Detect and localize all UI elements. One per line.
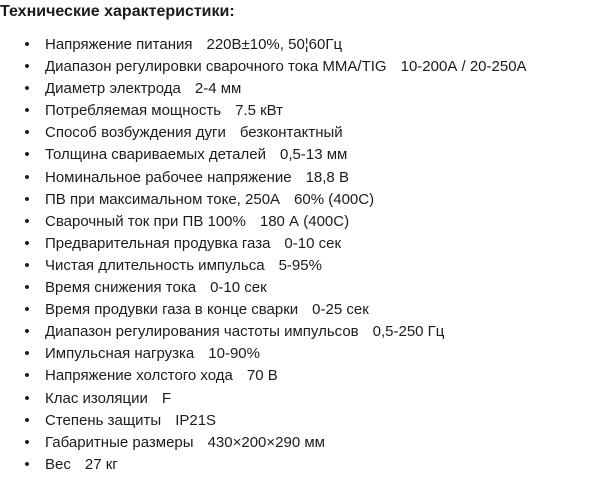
spec-label: Чистая длительность импульса [45, 256, 265, 274]
bullet-icon: • [24, 301, 30, 319]
spec-label: ПВ при максимальном токе, 250А [45, 190, 281, 208]
spec-value: 0,5-13 мм [280, 146, 348, 164]
bullet-icon: • [24, 234, 30, 252]
spec-value: 180 А (400С) [259, 212, 350, 230]
spec-label: Степень защиты [45, 411, 162, 429]
spec-value: 0-10 сек [210, 279, 267, 297]
bullet-icon: • [24, 256, 30, 274]
spec-value: F [161, 389, 171, 407]
bullet-icon: • [24, 323, 30, 341]
spec-value: 18,8 В [305, 168, 349, 186]
spec-label: Клас изоляции [45, 389, 148, 407]
spec-value: безконтактный [239, 124, 343, 142]
spec-value: 10-200А / 20-250А [400, 58, 527, 76]
bullet-icon: • [24, 212, 30, 230]
spec-label: Способ возбуждения дуги [45, 124, 226, 142]
spec-label: Номинальное рабочее напряжение [45, 168, 292, 186]
spec-label: Время снижения тока [45, 279, 197, 297]
bullet-icon: • [24, 411, 30, 429]
bullet-icon: • [24, 58, 30, 76]
bullet-icon: • [24, 455, 30, 473]
spec-label: Сварочный ток при ПВ 100% [45, 212, 246, 230]
spec-value: 0,5-250 Гц [372, 323, 445, 341]
bullet-icon: • [24, 36, 30, 53]
spec-value: 0-10 сек [284, 234, 342, 252]
spec-label: Габаритные размеры [45, 433, 194, 451]
spec-label: Вес [45, 455, 71, 473]
spec-value: 70 В [246, 367, 278, 385]
spec-label: Диаметр электрода [45, 80, 181, 98]
bullet-icon: • [24, 433, 30, 451]
spec-label: Напряжение питания [45, 36, 193, 53]
bullet-icon: • [24, 102, 30, 120]
spec-value: 7.5 кВт [235, 102, 284, 120]
bullet-icon: • [24, 367, 30, 385]
bullet-icon: • [24, 345, 30, 363]
spec-value: 2-4 мм [194, 80, 242, 98]
bullet-icon: • [24, 279, 30, 297]
bullet-icon: • [24, 168, 30, 186]
spec-value: 27 кг [84, 455, 118, 473]
bullet-icon: • [24, 124, 30, 142]
spec-label: Толщина свариваемых деталей [45, 146, 266, 164]
bullet-icon: • [24, 389, 30, 407]
spec-label: Диапазон регулировки сварочного тока MMA/TIG [45, 58, 387, 76]
bullet-icon: • [24, 146, 30, 164]
bullet-icon: • [24, 80, 30, 98]
spec-value: 10-90% [208, 345, 260, 363]
spec-value: 430×200×290 мм [207, 433, 325, 451]
spec-value: 5-95% [278, 256, 322, 274]
spec-value: 60% (400С) [294, 190, 375, 208]
bullet-icon: • [24, 190, 30, 208]
spec-value: 0-25 сек [312, 301, 369, 319]
spec-label: Время продувки газа в конце сварки [45, 301, 299, 319]
page-title: Технические характеристики: [0, 3, 235, 20]
spec-label: Напряжение холстого хода [45, 367, 233, 385]
spec-label: Потребляемая мощность [45, 102, 222, 120]
spec-label: Импульсная нагрузка [45, 345, 195, 363]
spec-label: Предварительная продувка газа [45, 234, 271, 252]
spec-value: 220В±10%, 50¦60Гц [206, 36, 343, 53]
spec-label: Диапазон регулирования частоты импульсов [45, 323, 359, 341]
spec-value: IP21S [175, 411, 217, 429]
